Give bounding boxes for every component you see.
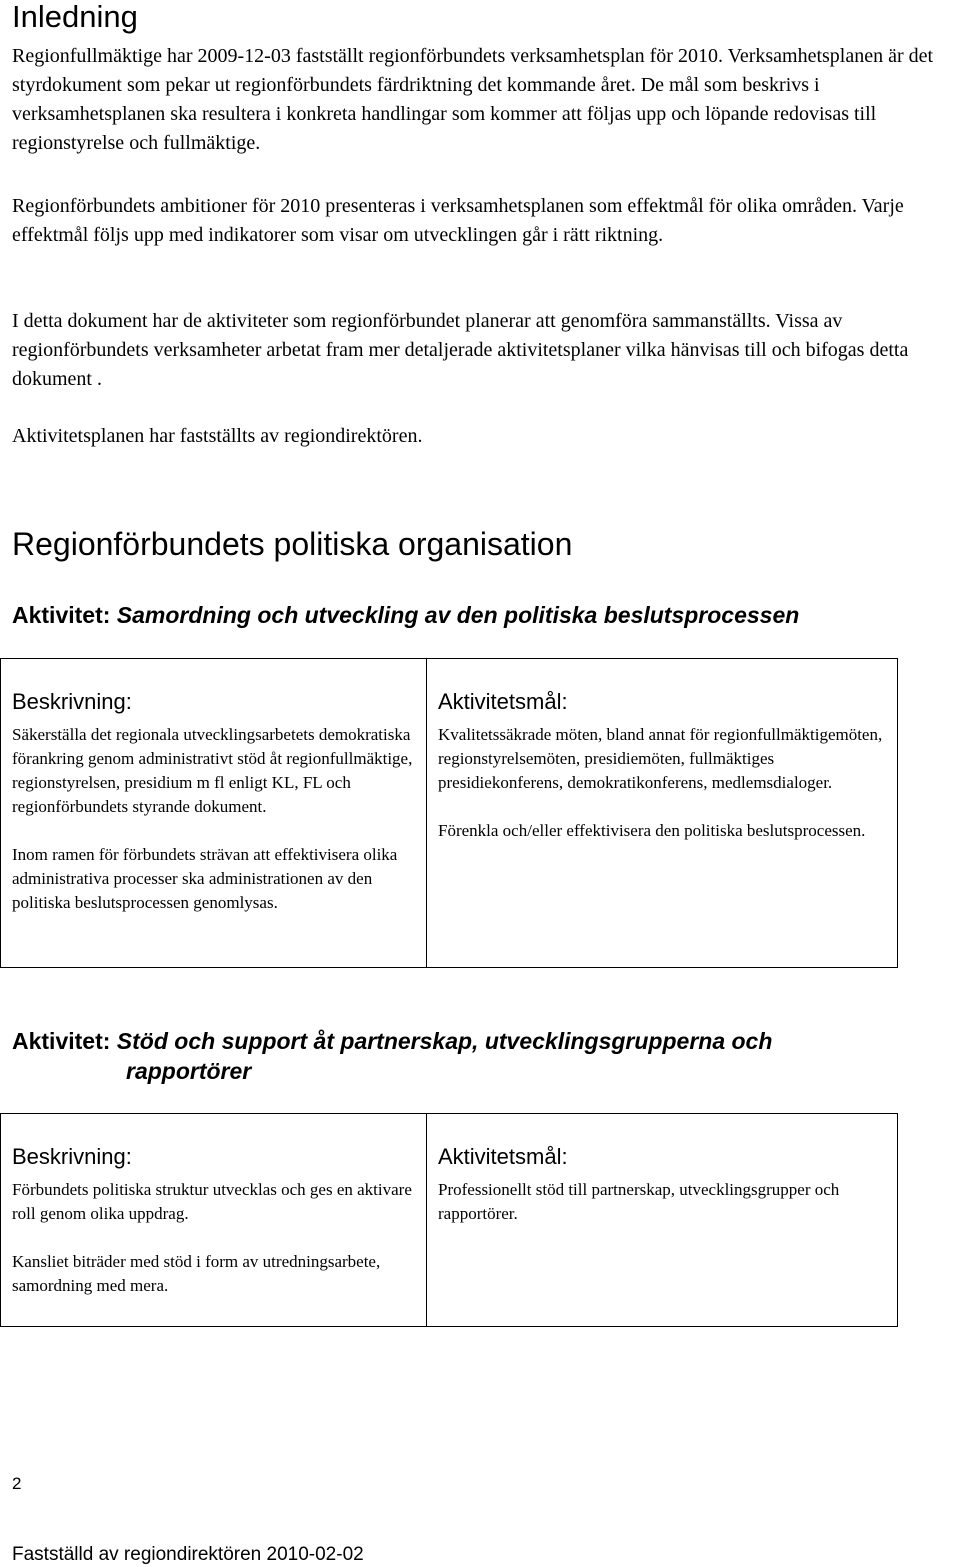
section-heading: Regionförbundets politiska organisation: [12, 526, 573, 562]
activity-1-goals-heading: Aktivitetsmål:: [438, 689, 568, 714]
activity-2-description-p1: Förbundets politiska struktur utvecklas och ges en aktivare roll genom olika uppdrag.: [12, 1180, 412, 1223]
activity-1-description-p2: Inom ramen för förbundets strävan att effektivisera olika administrativa processer ska administrationen av den politiska beslutsprocessen genomlysas.: [12, 845, 398, 912]
activity-2-title-text-cont: rapportörer: [126, 1058, 252, 1084]
activity-2-table: [0, 1113, 898, 1327]
activity-1-table: [0, 658, 898, 968]
activity-1-title: [12, 600, 892, 630]
activity-2-title: [12, 1026, 892, 1086]
activity-1-label: Aktivitet:: [12, 602, 111, 628]
footer-text: Fastställd av regiondirektören 2010-02-02: [12, 1544, 364, 1565]
activity-1-description-heading: Beskrivning:: [12, 689, 132, 714]
activity-2-goals-heading: Aktivitetsmål:: [438, 1144, 568, 1169]
activity-1-goals-cell: [427, 659, 898, 968]
activity-1-goal-p2: Förenkla och/eller effektivisera den politiska beslutsprocessen.: [438, 821, 866, 840]
activity-1-description-cell: [1, 659, 427, 968]
intro-paragraph-3: I detta dokument har de aktiviteter som regionförbundet planerar att genomföra sammanställts. Vissa av regionförbundets verksamheter arbetat fram mer detaljerade aktivitetsplaner vilka hänvisas till och bifogas detta dokument .: [12, 310, 909, 390]
activity-2-description-p2: Kansliet biträder med stöd i form av utredningsarbete, samordning med mera.: [12, 1252, 381, 1295]
page-number: 2: [12, 1474, 22, 1493]
intro-paragraph-4: Aktivitetsplanen har fastställts av regiondirektören.: [12, 425, 423, 447]
activity-1-title-text: Samordning och utveckling av den politiska beslutsprocessen: [116, 602, 800, 628]
intro-heading: Inledning: [12, 0, 138, 34]
activity-2-description-cell: [1, 1114, 427, 1327]
activity-2-goal-p1: Professionellt stöd till partnerskap, utvecklingsgrupper och rapportörer.: [438, 1180, 840, 1223]
intro-paragraph-1: Regionfullmäktige har 2009-12-03 fastställt regionförbundets verksamhetsplan för 2010. Verksamhetsplanen är det styrdokument som pekar ut regionförbundets färdriktning det kommande året. De mål som beskrivs i verksamhetsplanen ska resultera i konkreta handlingar som kommer att följas upp och löpande redovisas till regionstyrelse och fullmäktige.: [12, 45, 934, 154]
activity-2-goals-cell: [427, 1114, 898, 1327]
activity-1-goal-p1: Kvalitetssäkrade möten, bland annat för regionfullmäktigemöten, regionstyrelsemöten, presidiemöten, fullmäktiges presidiekonferens, demokratikonferens, medlemsdialoger.: [438, 725, 883, 792]
intro-paragraph-2: Regionförbundets ambitioner för 2010 presenteras i verksamhetsplanen som effektmål för olika områden. Varje effektmål följs upp med indikatorer som visar om utvecklingen går i rätt riktning.: [12, 195, 904, 246]
activity-2-label: Aktivitet:: [12, 1028, 111, 1054]
activity-1-description-p1: Säkerställa det regionala utvecklingsarbetets demokratiska förankring genom administrativt stöd åt regionfullmäktige, regionstyrelsen, presidium m fl enligt KL, FL och regionförbundets styrande dokument.: [12, 725, 413, 816]
activity-2-description-heading: Beskrivning:: [12, 1144, 132, 1169]
activity-2-title-text: Stöd och support åt partnerskap, utvecklingsgrupperna och: [116, 1028, 773, 1054]
